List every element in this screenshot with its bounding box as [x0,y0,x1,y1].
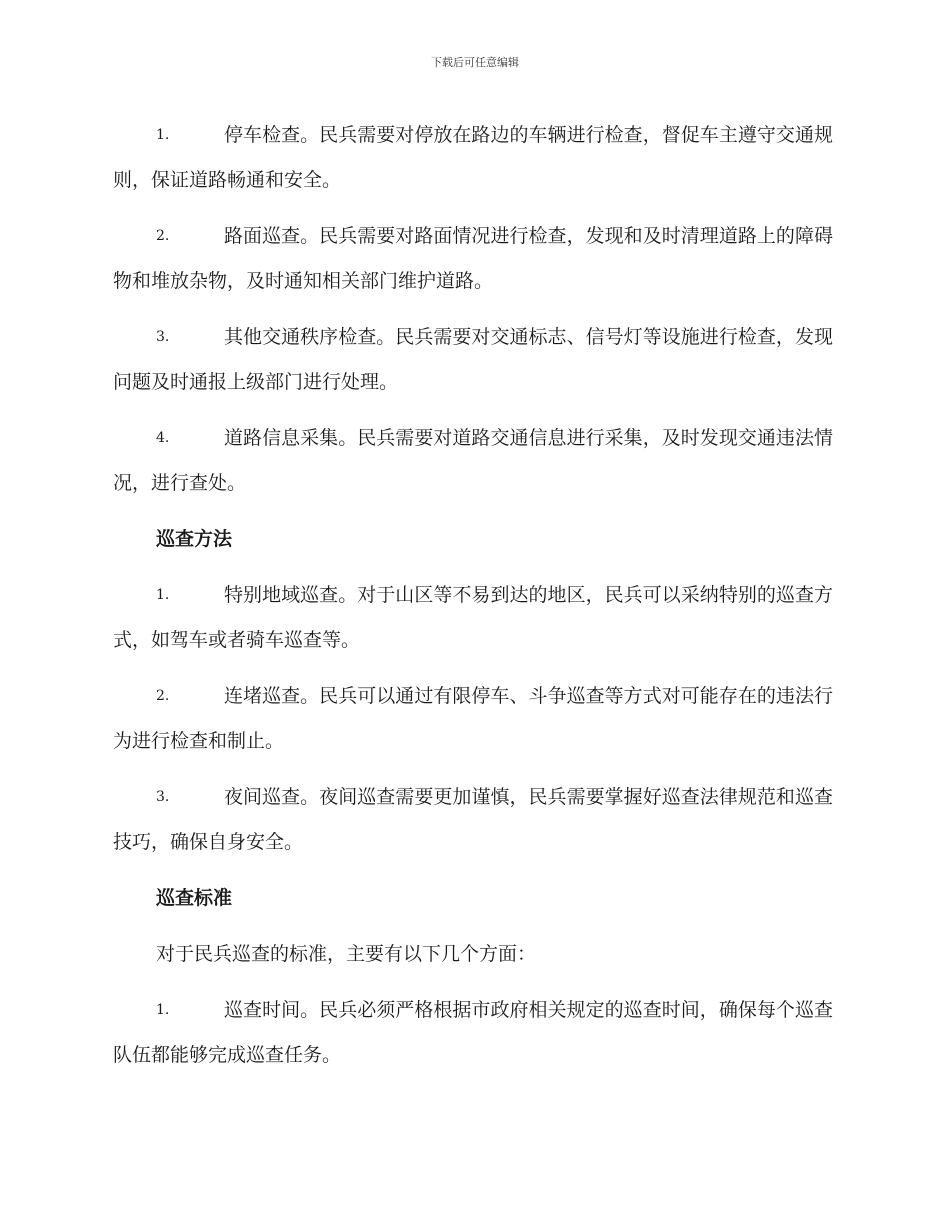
list-item [113,573,833,663]
list-number: 3. [156,789,170,805]
section-heading: 巡查标准 [156,887,233,909]
list-number: 1. [156,1002,170,1018]
list-item-text: 道路信息采集。民兵需要对道路交通信息进行采集，及时发现交通违法情况，进行查处。 [113,427,833,494]
list-item-text: 路面巡查。民兵需要对路面情况进行检查，发现和及时清理道路上的障碍物和堆放杂物，及时通知相关部门维护道路。 [113,225,833,292]
list-number: 4. [156,430,170,446]
list-item-text: 连堵巡查。民兵可以通过有限停车、斗争巡查等方式对可能存在的违法行为进行检查和制止。 [113,685,833,752]
page-header: 下载后可任意编辑 [431,56,519,69]
list-item [113,214,833,304]
list-item [113,416,833,506]
list-item [113,988,833,1078]
paragraph: 对于民兵巡查的标准，主要有以下几个方面： [156,943,537,965]
list-number: 2. [156,688,170,704]
list-number: 1. [156,127,170,143]
list-number: 1. [156,587,170,603]
list-item-text: 夜间巡查。夜间巡查需要更加谨慎，民兵需要掌握好巡查法律规范和巡查技巧，确保自身安全。 [113,786,833,853]
list-item-text: 特别地域巡查。对于山区等不易到达的地区，民兵可以采纳特别的巡查方式，如驾车或者骑车巡查等。 [113,584,833,651]
list-item-text: 停车检查。民兵需要对停放在路边的车辆进行检查，督促车主遵守交通规则，保证道路畅通和安全。 [113,124,833,191]
list-item [113,315,833,405]
section-heading: 巡查方法 [156,528,233,550]
document-body [113,113,833,1089]
list-item [113,113,833,203]
list-item-text: 巡查时间。民兵必须严格根据市政府相关规定的巡查时间，确保每个巡查队伍都能够完成巡查任务。 [113,999,833,1066]
list-number: 3. [156,329,170,345]
list-item [113,775,833,865]
list-item-text: 其他交通秩序检查。民兵需要对交通标志、信号灯等设施进行检查，发现问题及时通报上级部门进行处理。 [113,326,833,393]
list-number: 2. [156,228,170,244]
list-item [113,674,833,764]
